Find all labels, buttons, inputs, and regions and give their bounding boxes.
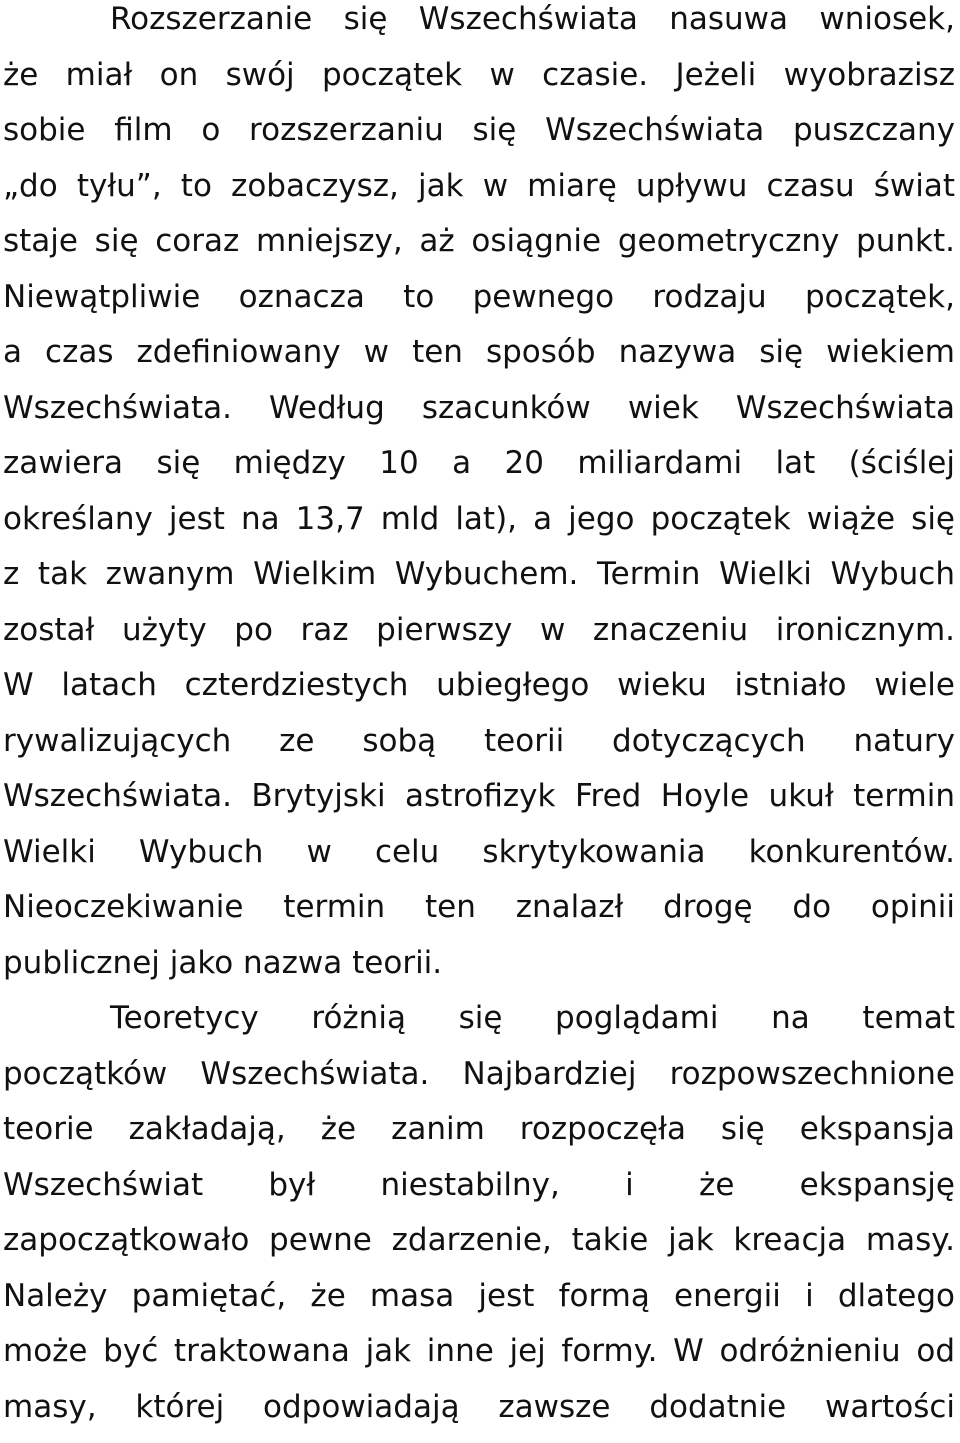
text-line: teorie zakładają, że zanim rozpoczęła się ekspansja (3, 1110, 955, 1166)
text-line: rywalizujących ze sobą teorii dotyczących natury (3, 722, 955, 778)
text-line: zawiera się między 10 a 20 miliardami lat (ściślej (3, 444, 955, 500)
text-line: „do tyłu”, to zobaczysz, jak w miarę upływu czasu świat (3, 167, 955, 223)
text-line: Wszechświata. Według szacunków wiek Wszechświata (3, 389, 955, 445)
text-line: został użyty po raz pierwszy w znaczeniu ironicznym. (3, 611, 955, 667)
text-line: Nieoczekiwanie termin ten znalazł drogę do opinii (3, 888, 955, 944)
text-line: Wszechświat był niestabilny, i że ekspansję (3, 1166, 955, 1222)
text-line: Wielki Wybuch w celu skrytykowania konkurentów. (3, 833, 955, 889)
text-line: może być traktowana jak inne jej formy. W odróżnieniu od (3, 1332, 955, 1388)
paragraph-1 (3, 0, 955, 999)
text-line: publicznej jako nazwa teorii. (3, 944, 955, 1000)
paragraph-2 (3, 999, 955, 1443)
text-line: z tak zwanym Wielkim Wybuchem. Termin Wielki Wybuch (3, 555, 955, 611)
text-line: początków Wszechświata. Najbardziej rozpowszechnione (3, 1055, 955, 1111)
text-line: masy, której odpowiadają zawsze dodatnie wartości (3, 1388, 955, 1443)
text-line: W latach czterdziestych ubiegłego wieku istniało wiele (3, 666, 955, 722)
text-line: zapoczątkowało pewne zdarzenie, takie jak kreacja masy. (3, 1221, 955, 1277)
text-line: określany jest na 13,7 mld lat), a jego początek wiąże się (3, 500, 955, 556)
text-line: że miał on swój początek w czasie. Jeżeli wyobrazisz (3, 56, 955, 112)
text-line: a czas zdefiniowany w ten sposób nazywa się wiekiem (3, 333, 955, 389)
text-line: Rozszerzanie się Wszechświata nasuwa wniosek, (3, 0, 955, 56)
text-line: Wszechświata. Brytyjski astrofizyk Fred Hoyle ukuł termin (3, 777, 955, 833)
text-line: sobie film o rozszerzaniu się Wszechświata puszczany (3, 111, 955, 167)
text-line: Teoretycy różnią się poglądami na temat (3, 999, 955, 1055)
document-page (3, 0, 955, 1443)
text-line: Należy pamiętać, że masa jest formą energii i dlatego (3, 1277, 955, 1333)
text-line: Niewątpliwie oznacza to pewnego rodzaju początek, (3, 278, 955, 334)
text-line: staje się coraz mniejszy, aż osiągnie geometryczny punkt. (3, 222, 955, 278)
